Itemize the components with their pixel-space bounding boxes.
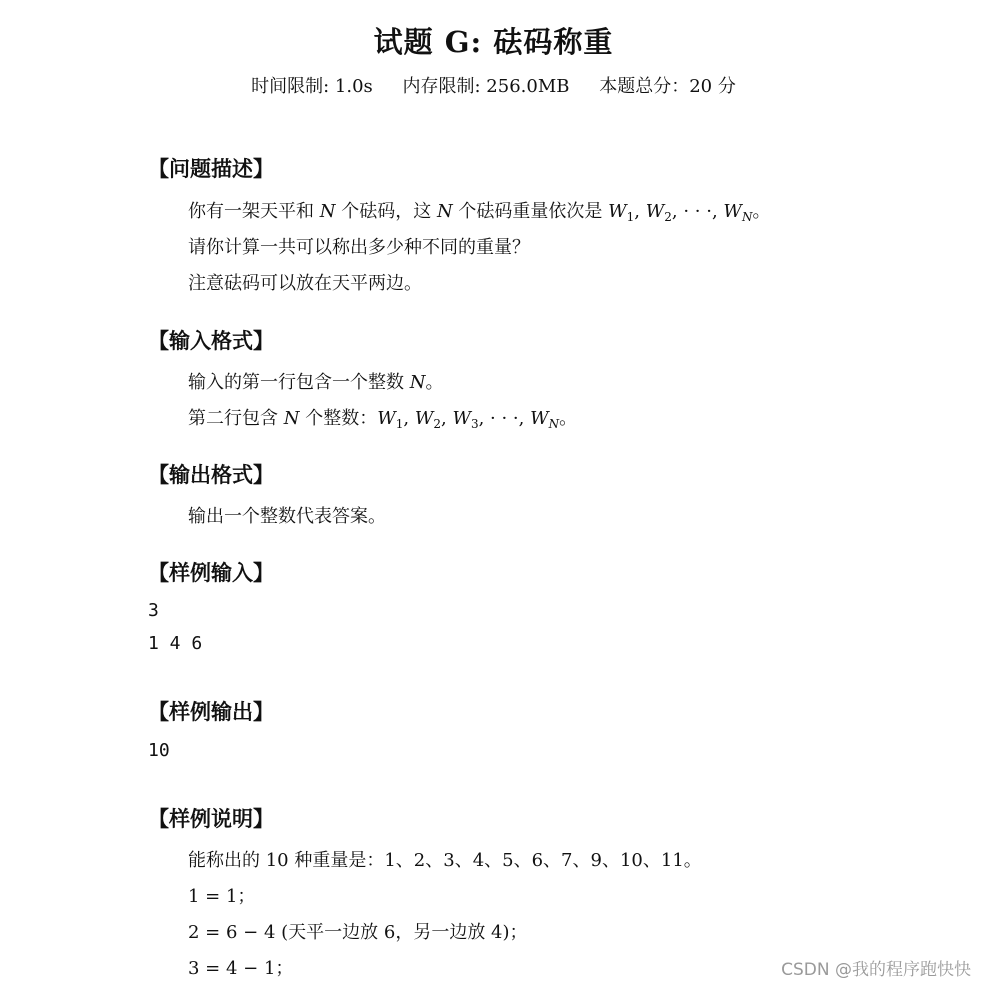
input-line-1: 输入的第一行包含一个整数 N。 <box>188 372 444 393</box>
sample-output-heading: 【样例输出】 <box>148 700 274 724</box>
explanation-line-1: 能称出的 10 种重量是：1、2、3、4、5、6、7、9、10、11。 <box>188 850 702 871</box>
csdn-watermark: CSDN @我的程序跑快快 <box>781 960 971 980</box>
explanation-heading: 【样例说明】 <box>148 807 274 831</box>
total-score: 本题总分：20 分 <box>599 76 736 97</box>
time-limit: 时间限制: 1.0s <box>251 76 373 97</box>
memory-limit: 内存限制: 256.0MB <box>402 76 570 97</box>
sample-input-line-2: 1 4 6 <box>148 633 203 654</box>
output-line-1: 输出一个整数代表答案。 <box>188 506 386 527</box>
input-line-2: 第二行包含 N 个整数：$W_1$, $W_2$, $W_3$, · · ·, $W_N$。 <box>188 408 578 431</box>
description-line-3: 注意砝码可以放在天平两边。 <box>188 273 422 294</box>
sample-output-line-1: 10 <box>148 740 170 761</box>
problem-meta <box>0 72 987 98</box>
explanation-line-4: 3 = 4 − 1； <box>188 958 294 979</box>
description-line-1: 你有一架天平和 N 个砝码，这 N 个砝码重量依次是 $W_1$, $W_2$, · · ·, $W_N$。 <box>188 201 771 224</box>
description-line-2: 请你计算一共可以称出多少种不同的重量？ <box>188 237 530 258</box>
output-heading: 【输出格式】 <box>148 463 274 487</box>
sample-input-line-1: 3 <box>148 600 159 621</box>
problem-title: 试题 G: 砝码称重 <box>373 25 614 59</box>
input-heading: 【输入格式】 <box>148 329 274 353</box>
description-heading: 【问题描述】 <box>148 157 274 181</box>
sample-input-heading: 【样例输入】 <box>148 561 274 585</box>
explanation-line-3: 2 = 6 − 4 (天平一边放 6，另一边放 4)； <box>188 922 528 943</box>
explanation-line-2: 1 = 1； <box>188 886 256 907</box>
